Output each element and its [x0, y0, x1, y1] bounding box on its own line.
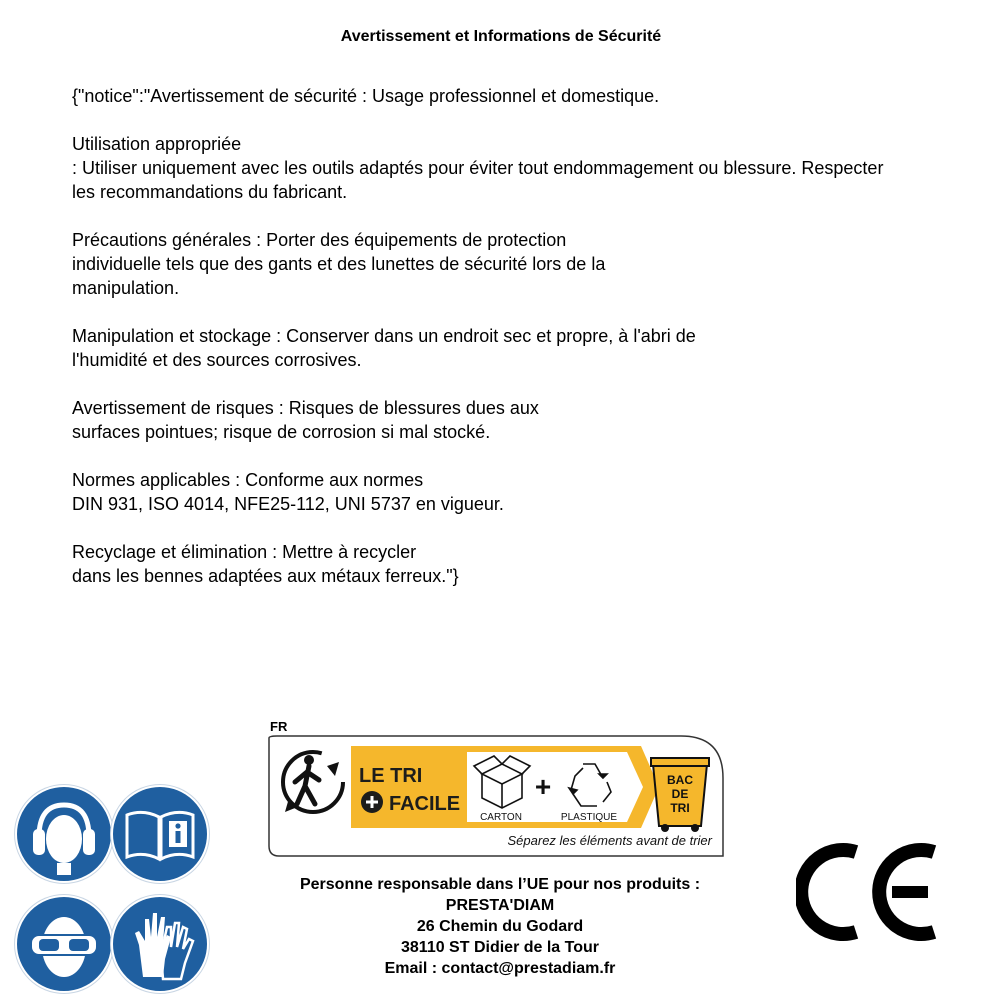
notice-line: Avertissement de risques : Risques de blessures dues aux [72, 398, 539, 418]
responsible-person-address [250, 874, 750, 979]
gloves-sign [111, 895, 209, 993]
notice-line: Utilisation appropriée [72, 134, 242, 154]
eye-protection-sign [15, 895, 113, 993]
triman-country-label: FR [270, 719, 288, 734]
triman-caption: Séparez les éléments avant de trier [507, 833, 712, 848]
notice-line: surfaces pointues; risque de corrosion si mal stocké. [72, 422, 491, 442]
notice-paragraph [72, 132, 992, 204]
notice-paragraph [72, 396, 992, 444]
safety-notice [72, 84, 992, 612]
triman-brand-line1: LE TRI [359, 765, 423, 787]
notice-paragraph [72, 324, 992, 372]
notice-line: {"notice":"Avertissement de sécurité : Usage professionnel et domestique. [72, 86, 660, 106]
notice-line: l'humidité et des sources corrosives. [72, 350, 362, 370]
notice-paragraph [72, 540, 992, 588]
notice-line: Manipulation et stockage : Conserver dans un endroit sec et propre, à l'abri de [72, 326, 696, 346]
notice-line: manipulation. [72, 278, 180, 298]
notice-line: Précautions générales : Porter des équipements de protection [72, 230, 567, 250]
address-line: 26 Chemin du Godard [416, 918, 584, 935]
notice-line: : Utiliser uniquement avec les outils adaptés pour éviter tout endommagement ou blessure. Respecter [72, 158, 884, 178]
bin-label-line3: TRI [670, 801, 690, 815]
bin-label-line1: BAC [667, 773, 693, 787]
address-company: PRESTA'DIAM [445, 897, 555, 914]
address-email: Email : contact@prestadiam.fr [384, 960, 616, 977]
bin-label-line2: DE [671, 787, 689, 801]
address-line: Personne responsable dans l’UE pour nos produits : [299, 876, 701, 893]
ear-protection-sign [15, 785, 113, 883]
triman-brand-line2: FACILE [389, 793, 461, 815]
gloves-icon [113, 897, 207, 991]
notice-paragraph [72, 228, 992, 300]
ear-protection-icon [17, 787, 111, 881]
notice-line: individuelle tels que des gants et des lunettes de sécurité lors de la [72, 254, 606, 274]
read-manual-icon [113, 787, 207, 881]
notice-line: dans les bennes adaptées aux métaux ferreux."} [72, 566, 459, 586]
document-title: Avertissement et Informations de Sécurité [340, 28, 662, 45]
notice-line: Normes applicables : Conforme aux normes [72, 470, 424, 490]
notice-paragraph [72, 468, 992, 516]
carton-label: CARTON [480, 812, 522, 823]
address-line: 38110 ST Didier de la Tour [401, 939, 599, 956]
triman-logo [267, 718, 727, 858]
notice-line: DIN 931, ISO 4014, NFE25-112, UNI 5737 en vigueur. [72, 494, 504, 514]
eye-protection-icon [17, 897, 111, 991]
plastique-label: PLASTIQUE [560, 812, 618, 823]
notice-paragraph [72, 84, 992, 108]
notice-line: Recyclage et élimination : Mettre à recycler [72, 542, 417, 562]
read-manual-sign [111, 785, 209, 883]
notice-line: les recommandations du fabricant. [72, 182, 348, 202]
plus-sign: + [534, 771, 552, 802]
ce-mark-icon [796, 840, 941, 944]
